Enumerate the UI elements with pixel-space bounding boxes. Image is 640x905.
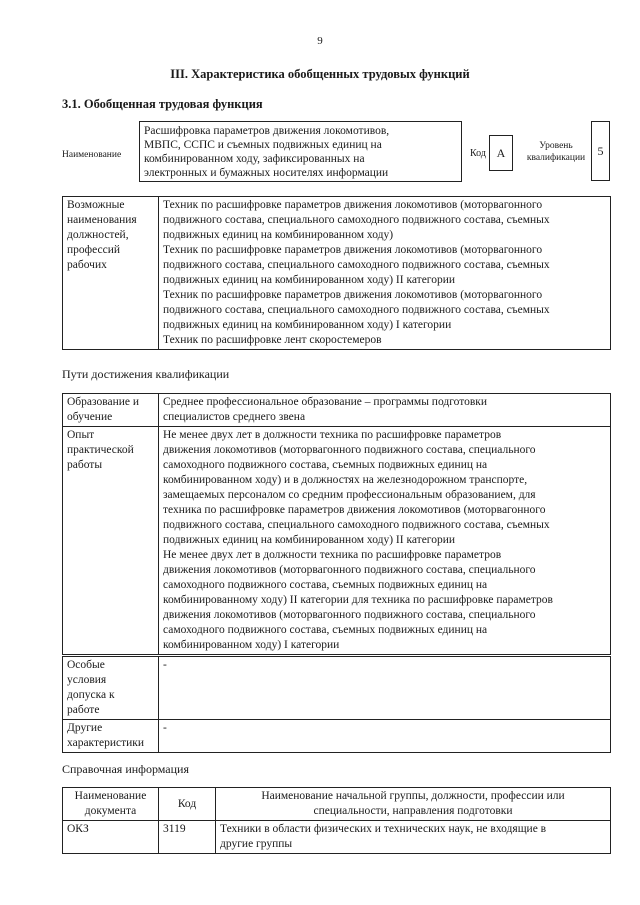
value-line: Техник по расшифровке лент скоростемеров — [163, 334, 382, 346]
label-line: Образование и — [67, 396, 140, 408]
qualification-level-label — [521, 140, 591, 164]
label-line: допуска к — [67, 689, 115, 701]
reference-table — [62, 787, 611, 854]
name-header-cell — [216, 788, 611, 821]
value-line: подвижного состава, специального самоходного подвижного состава, съемных — [163, 304, 550, 316]
table-row — [63, 720, 611, 753]
value-line: замещаемых персоналом со средним профессиональным образованием, для — [163, 489, 536, 501]
table-header-row — [63, 788, 611, 821]
label-line: работы — [67, 459, 103, 471]
possible-positions-table — [62, 196, 611, 350]
level-label-line: Уровень — [539, 141, 573, 151]
label-line: рабочих — [67, 259, 107, 271]
header-line: документа — [84, 805, 137, 817]
header-line: Наименование начальной группы, должности, профессии или — [261, 790, 565, 802]
value-line: Техник по расшифровке параметров движения локомотивов (моторвагонного — [163, 199, 543, 211]
positions-value-cell — [159, 197, 611, 350]
header-line: специальности, направления подготовки — [313, 805, 513, 817]
value-line: специалистов среднего звена — [163, 411, 306, 423]
header-line: Наименование — [74, 790, 147, 802]
value-line: Техник по расшифровке параметров движения локомотивов (моторвагонного — [163, 289, 543, 301]
function-name-line: МВПС, ССПС и съемных подвижных единиц на — [144, 139, 382, 151]
name-line: Техники в области физических и технических наук, не входящие в — [220, 823, 547, 835]
value-line: комбинированному ходу) II категории для техника по расшифровке параметров — [163, 594, 553, 606]
function-name-label: Наименование — [62, 150, 122, 160]
label-line: Возможные — [67, 199, 125, 211]
value-line: Не менее двух лет в должности техника по расшифровке параметров — [163, 549, 502, 561]
other-characteristics-label-cell — [63, 720, 159, 753]
value-line: комбинированном ходу) I категории — [163, 639, 340, 651]
value-line: самоходного подвижного состава, съемных подвижных единиц на — [163, 459, 488, 471]
doc-header-cell — [63, 788, 159, 821]
table-row — [63, 197, 611, 350]
value-line: подвижных единиц на комбинированном ходу) — [163, 229, 394, 241]
paths-title: Пути достижения квалификации — [62, 367, 230, 381]
experience-label-cell — [63, 427, 159, 655]
page-number: 9 — [317, 35, 323, 47]
table-row — [63, 657, 611, 720]
value-line: Техник по расшифровке параметров движения локомотивов (моторвагонного — [163, 244, 543, 256]
name-line: другие группы — [220, 838, 293, 850]
function-name-line: комбинированном ходу, зафиксированных на — [144, 153, 365, 165]
table-row — [63, 821, 611, 854]
education-label-cell — [63, 394, 159, 427]
label-line: профессий — [67, 244, 121, 256]
education-value-cell — [159, 394, 611, 427]
other-characteristics-value-cell: - — [159, 720, 611, 753]
label-line: должностей, — [67, 229, 129, 241]
reference-title: Справочная информация — [62, 762, 189, 776]
special-conditions-table — [62, 656, 611, 753]
label-line: работе — [67, 704, 100, 716]
value-line: самоходного подвижного состава, съемных подвижных единиц на — [163, 624, 488, 636]
value-line: техника по расшифровке параметров движения локомотивов (моторвагонного — [163, 504, 546, 516]
value-line: самоходного подвижного состава, съемных подвижных единиц на — [163, 579, 488, 591]
table-row — [63, 394, 611, 427]
experience-value-cell — [159, 427, 611, 655]
label-line: Опыт — [67, 429, 95, 441]
qualification-paths-table — [62, 393, 611, 655]
value-line: подвижного состава, специального самоходного подвижного состава, съемных — [163, 214, 550, 226]
function-name-line: Расшифровка параметров движения локомотивов, — [144, 125, 390, 137]
value-line: подвижных единиц на комбинированном ходу) I категории — [163, 319, 452, 331]
label-line: практической — [67, 444, 134, 456]
name-cell — [216, 821, 611, 854]
label-line: характеристики — [67, 737, 145, 749]
value-line: подвижных единиц на комбинированном ходу) II категории — [163, 534, 456, 546]
doc-cell: ОКЗ — [63, 821, 159, 854]
value-line: движения локомотивов (моторвагонного подвижного состава, специального — [163, 444, 536, 456]
table-row — [63, 427, 611, 655]
label-line: обучение — [67, 411, 113, 423]
special-conditions-label-cell — [63, 657, 159, 720]
function-name-line: электронных и бумажных носителях информации — [144, 167, 389, 179]
value-line: Среднее профессиональное образование – программы подготовки — [163, 396, 488, 408]
subheading: 3.1. Обобщенная трудовая функция — [62, 97, 263, 111]
value-line: движения локомотивов (моторвагонного подвижного состава, специального — [163, 609, 536, 621]
level-label-line: квалификации — [526, 153, 586, 163]
label-line: Другие — [67, 722, 103, 734]
function-name-box — [139, 121, 462, 182]
label-line: условия — [67, 674, 107, 686]
value-line: подвижного состава, специального самоходного подвижного состава, съемных — [163, 259, 550, 271]
code-header-cell: Код — [159, 788, 216, 821]
value-line: Не менее двух лет в должности техника по расшифровке параметров — [163, 429, 502, 441]
positions-label-cell — [63, 197, 159, 350]
code-cell: 3119 — [159, 821, 216, 854]
special-conditions-value-cell: - — [159, 657, 611, 720]
value-line: подвижных единиц на комбинированном ходу) II категории — [163, 274, 456, 286]
qualification-level-value: 5 — [591, 121, 610, 181]
section-heading: III. Характеристика обобщенных трудовых функций — [170, 67, 470, 81]
value-line: подвижного состава, специального самоходного подвижного состава, съемных — [163, 519, 550, 531]
code-value: А — [489, 135, 513, 171]
label-line: наименования — [67, 214, 137, 226]
code-label: Код — [470, 148, 486, 159]
label-line: Особые — [67, 659, 105, 671]
value-line: движения локомотивов (моторвагонного подвижного состава, специального — [163, 564, 536, 576]
value-line: комбинированном ходу) и в должностях на железнодорожном транспорте, — [163, 474, 528, 486]
